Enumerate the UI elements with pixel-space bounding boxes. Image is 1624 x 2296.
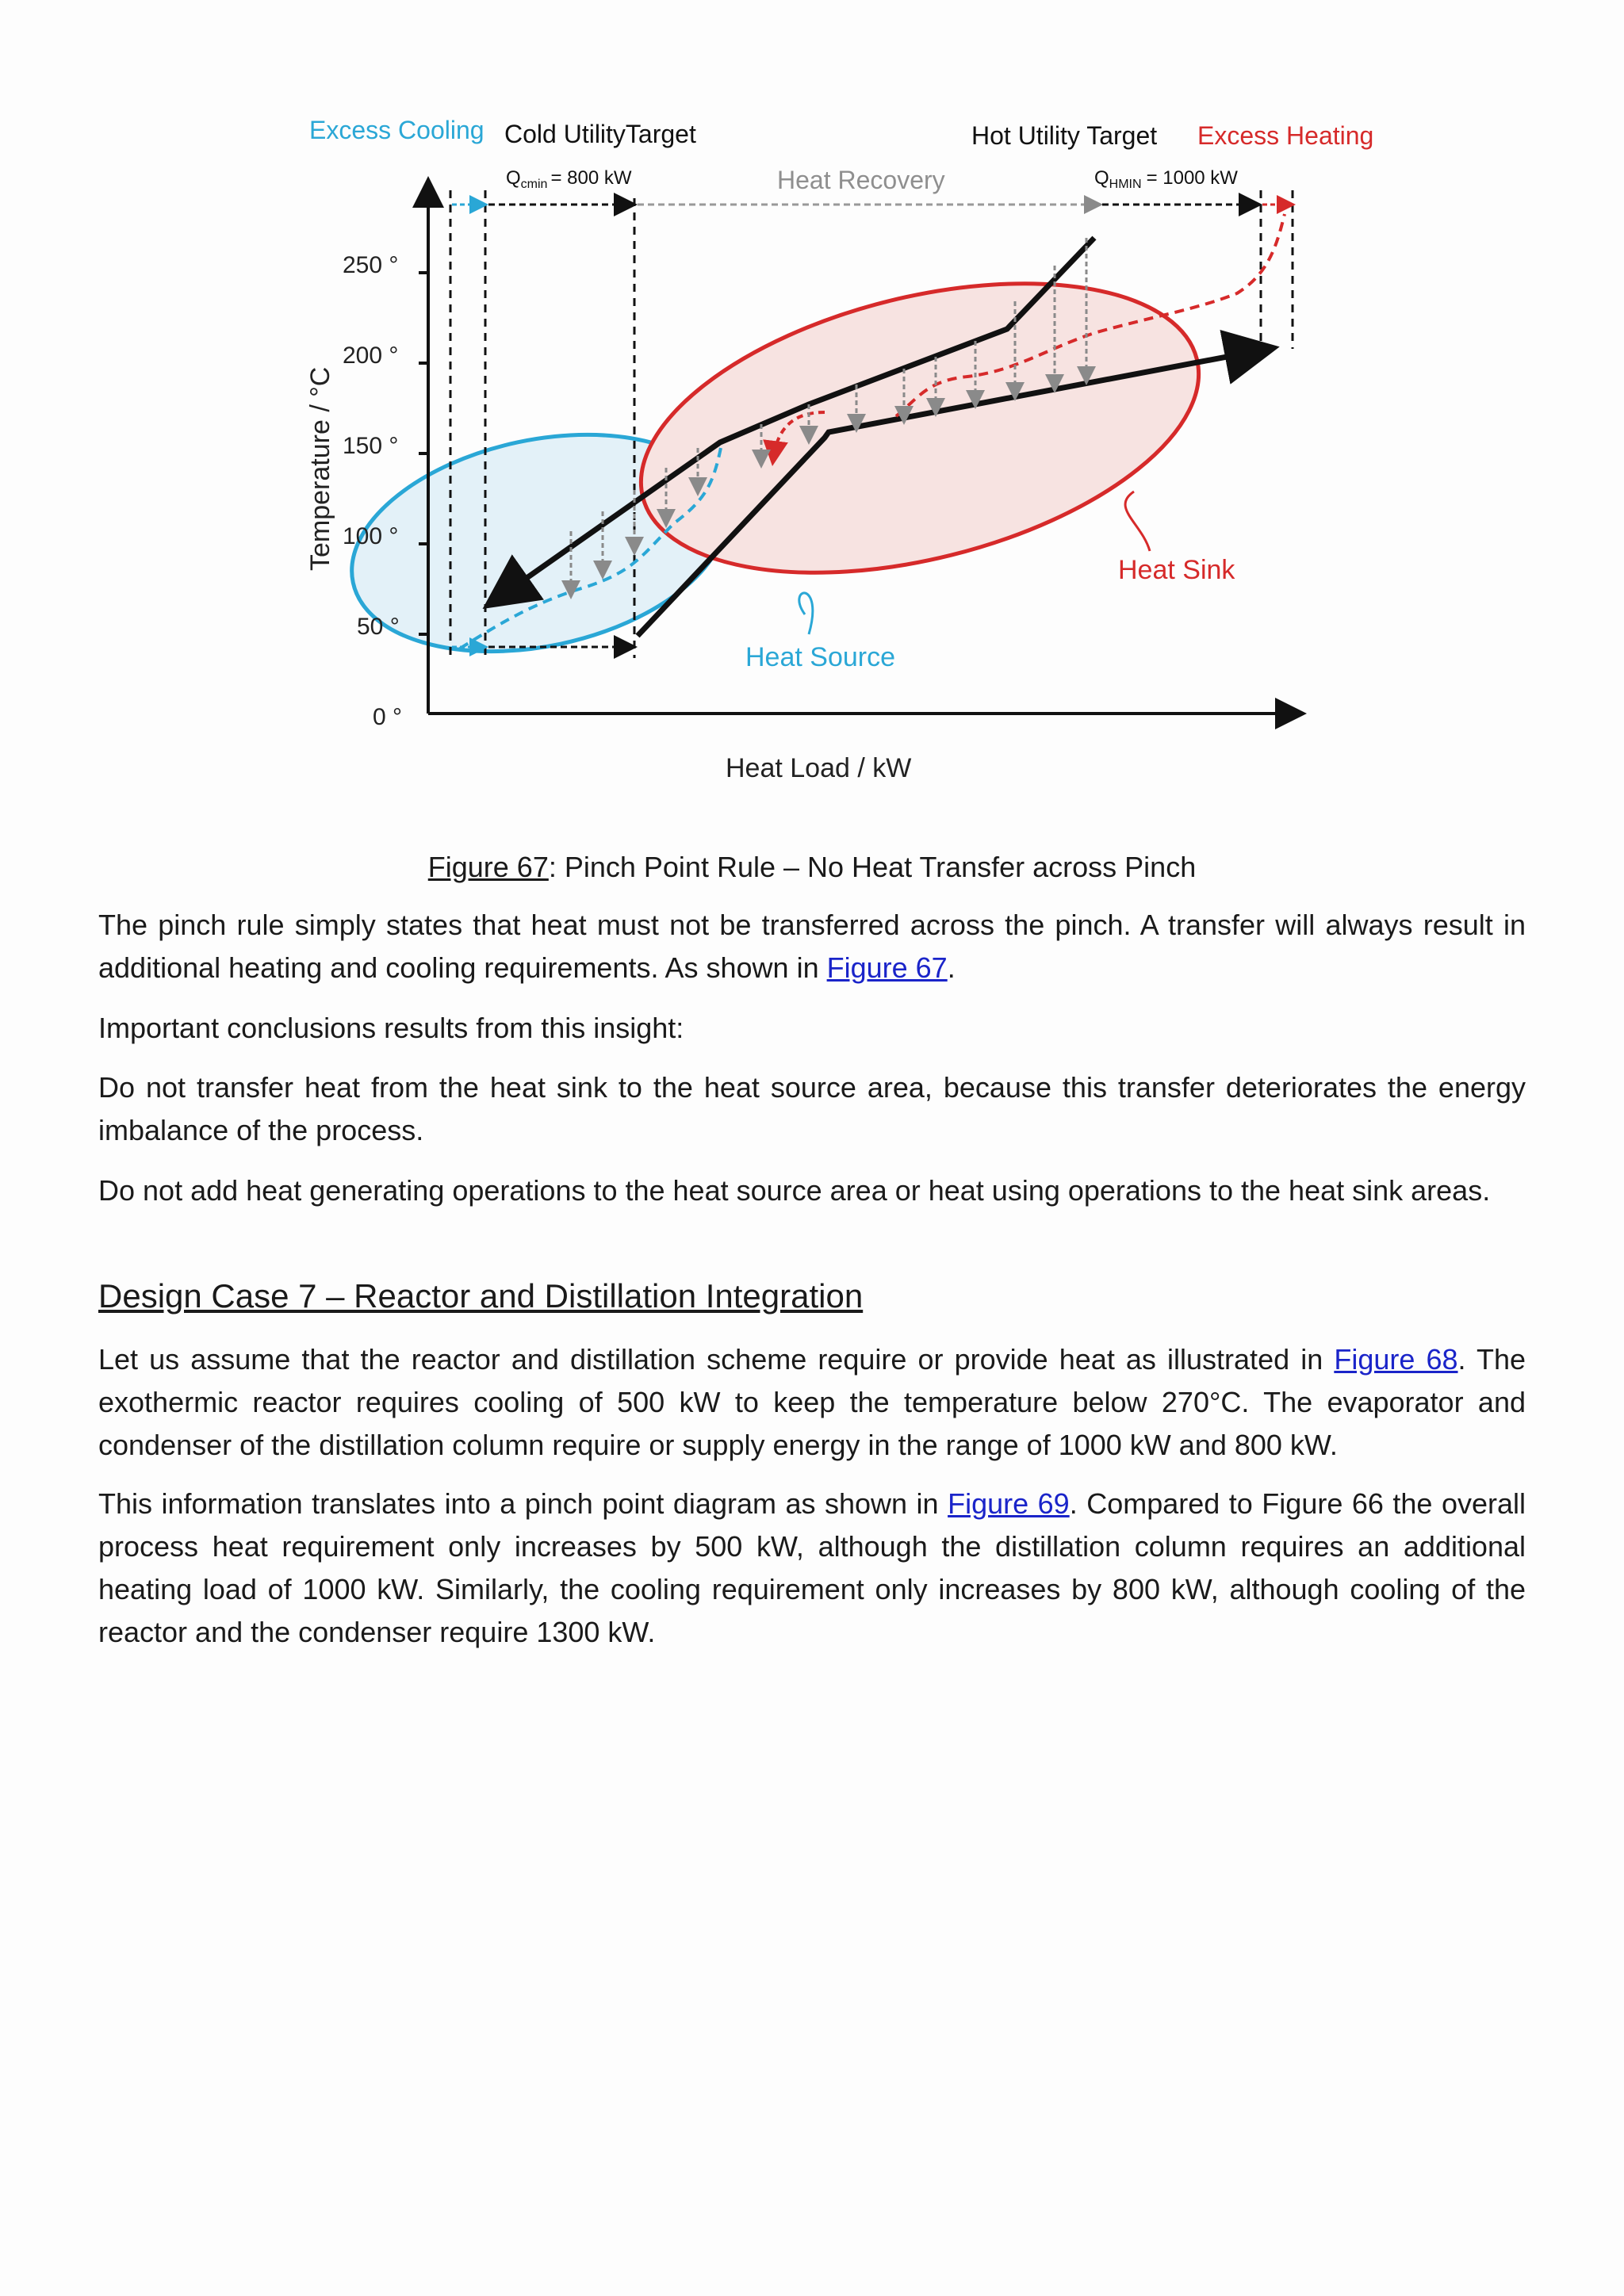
figure-caption: [0, 848, 1624, 886]
tick-label-0: 0 °: [373, 704, 403, 730]
paragraph-pinch-rule: [98, 904, 1526, 989]
para2-text: Important conclusions results from this insight:: [98, 1012, 684, 1044]
para1-text: The pinch rule simply states that heat must not be transferred across the pinch. A transfer will always result in additional heating and cooling requirements. As shown in: [98, 909, 1526, 984]
heat-source-callout: [799, 593, 813, 634]
label-excess-heating: Excess Heating: [1197, 121, 1374, 150]
para6-text: This information translates into a pinch point diagram as shown in: [98, 1487, 948, 1520]
label-heat-source: Heat Source: [745, 642, 895, 672]
heat-sink-callout: [1125, 492, 1150, 551]
label-excess-cooling: Excess Cooling: [309, 116, 485, 144]
paragraph-no-transfer: [98, 1066, 1526, 1152]
para5-text: Let us assume that the reactor and distillation scheme require or provide heat as illustrated in: [98, 1343, 1335, 1376]
x-axis-title: Heat Load / kW: [726, 753, 912, 783]
y-axis-title: Temperature / °C: [305, 366, 335, 571]
caption-text: : Pinch Point Rule – No Heat Transfer across Pinch: [548, 851, 1197, 883]
tick-label-100: 100 °: [343, 523, 399, 549]
paragraph-no-add: [98, 1169, 1526, 1212]
pinch-diagram: [301, 111, 1374, 809]
label-qhmin: $Q_{HMIN} = 1000$ kW: [1094, 167, 1238, 191]
para4-text: Do not add heat generating operations to the heat source area or heat using operations to the heat sink areas.: [98, 1174, 1491, 1207]
label-heat-sink: Heat Sink: [1118, 555, 1235, 585]
para6-after: . Compared to Figure 66 the overall process heat requirement only increases by 500 kW, although the distillation column requires an additional heating load of 1000 kW. Similarly, the cooling requirement only increases by 800 kW, although cooling of the reactor and the condenser require 1300 kW.: [98, 1487, 1526, 1648]
paragraph-pinch-diagram: [98, 1483, 1526, 1654]
paragraph-conclusions: [98, 1007, 1526, 1050]
label-qcmin: $Q_{cmin} = 800$ kW: [506, 167, 632, 191]
section-heading: Design Case 7 – Reactor and Distillation Integration: [98, 1277, 864, 1314]
pinch-point-figure: [301, 111, 1374, 809]
tick-label-150: 150 °: [343, 433, 399, 459]
label-hot-utility: Hot Utility Target: [971, 121, 1158, 150]
para5-after: . The exothermic reactor requires cooling of 500 kW to keep the temperature below 270°C. The evaporator and condenser of the distillation column require or supply energy in the range of 1000 kW and 800 kW.: [98, 1343, 1526, 1461]
paragraph-reactor: [98, 1338, 1526, 1467]
para3-text: Do not transfer heat from the heat sink to the heat source area, because this transfer deteriorates the energy imbalance of the process.: [98, 1071, 1526, 1146]
tick-label-250: 250 °: [343, 252, 399, 278]
link-figure-68[interactable]: Figure 68: [1334, 1343, 1458, 1376]
tick-label-200: 200 °: [343, 342, 399, 369]
link-figure-67[interactable]: Figure 67: [826, 951, 948, 984]
label-cold-utility: Cold UtilityTarget: [504, 120, 696, 148]
label-heat-recovery: Heat Recovery: [777, 166, 945, 194]
caption-figure-ref: Figure 67: [427, 851, 549, 883]
tick-label-50: 50 °: [357, 614, 400, 640]
link-figure-69[interactable]: Figure 69: [948, 1487, 1070, 1520]
para1-after: .: [947, 951, 956, 984]
